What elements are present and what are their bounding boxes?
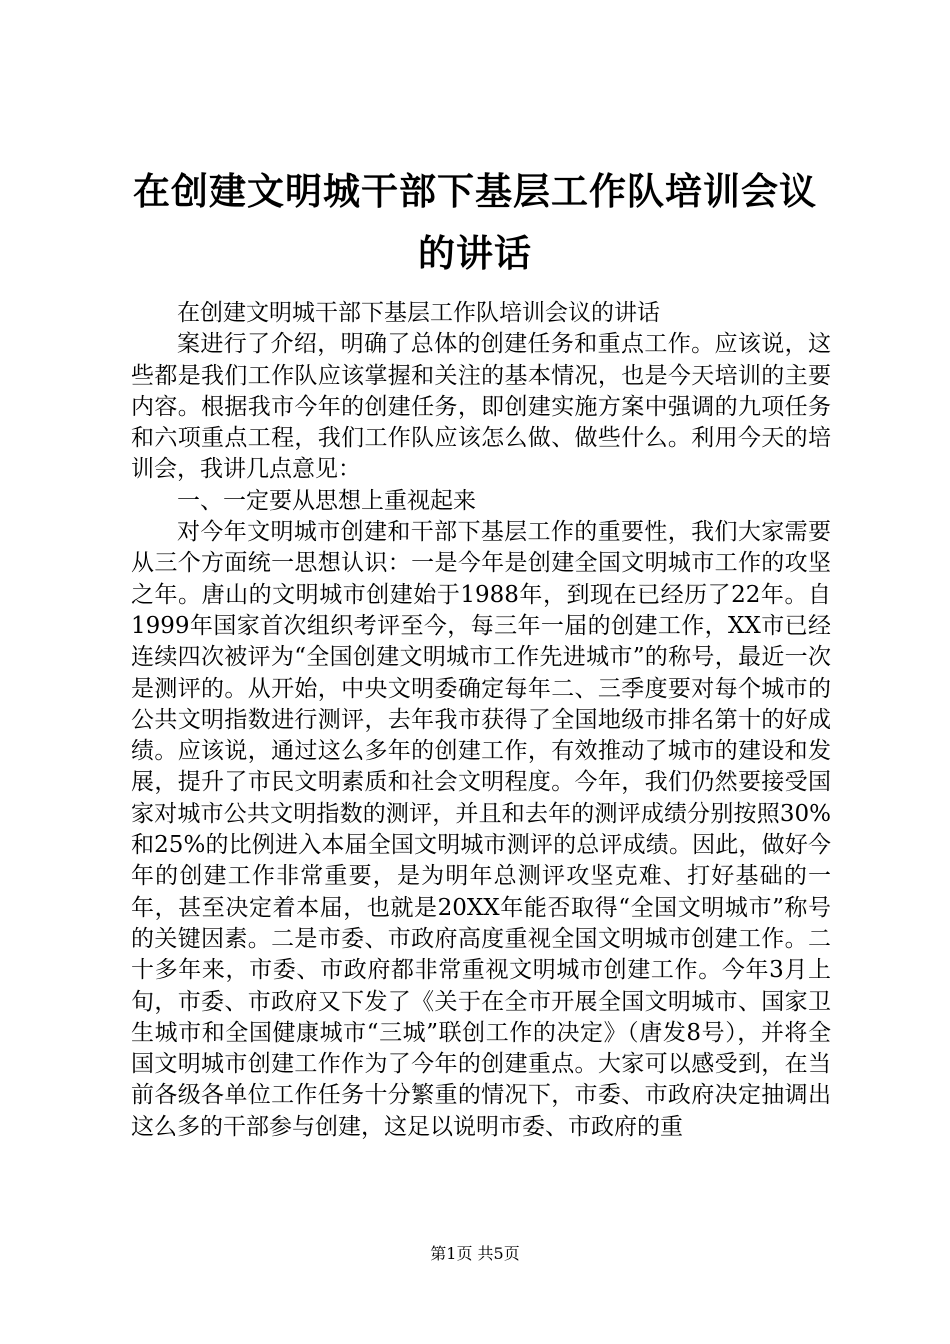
paragraph-section-1: 对今年文明城市创建和干部下基层工作的重要性，我们大家需要从三个方面统一思想认识：一是今年是创建全国文明城市工作的攻坚之年。唐山的文明城市创建始于1988年，到现在已经历了22年。自1999年国家首次组织考评至今，每三年一届的创建工作，XX市已经连续四次被评为“全国创建文明城市工作先进城市”的称号，最近一次是测评的。从开始，中央文明委确定每年二、三季度要对每个城市的公共文明指数进行测评，去年我市获得了全国地级市排名第十的好成绩。应该说，通过这么多年的创建工作，有效推动了城市的建设和发展，提升了市民文明素质和社会文明程度。今年，我们仍然要接受国家对城市公共文明指数的测评，并且和去年的测评成绩分别按照30%和25%的比例进入本届全国文明城市测评的总评成绩。因此，做好今年的创建工作非常重要，是为明年总测评攻坚克难、打好基础的一年，甚至决定着本届，也就是20XX年能否取得“全国文明城市”称号的关键因素。二是市委、市政府高度重视全国文明城市创建工作。二十多年来，市委、市政府都非常重视文明城市创建工作。今年3月上旬，市委、市政府又下发了《关于在全市开展全国文明城市、国家卫生城市和全国健康城市“三城”联创工作的决定》（唐发8号），并将全国文明城市创建工作作为了今年的创建重点。大家可以感受到，在当前各级各单位工作任务十分繁重的情况下，市委、市政府决定抽调出这么多的干部参与创建，这足以说明市委、市政府的重: [131, 519, 831, 1140]
page-footer: 第1页 共5页: [430, 1244, 520, 1263]
section-heading-1: 一、一定要从思想上重视起来: [177, 487, 476, 514]
document-title: 在创建文明城干部下基层工作队培训会议的讲话: [133, 169, 817, 275]
paragraph-subtitle: 在创建文明城干部下基层工作队培训会议的讲话: [177, 300, 660, 326]
paragraph-intro: 案进行了介绍，明确了总体的创建任务和重点工作。应该说，这些都是我们工作队应该掌握和关注的基本情况，也是今天培训的主要内容。根据我市今年的创建任务，即创建实施方案中强调的九项任务和六项重点工程，我们工作队应该怎么做、做些什么。利用今天的培训会，我讲几点意见：: [131, 331, 831, 483]
document-body: [131, 298, 831, 1143]
